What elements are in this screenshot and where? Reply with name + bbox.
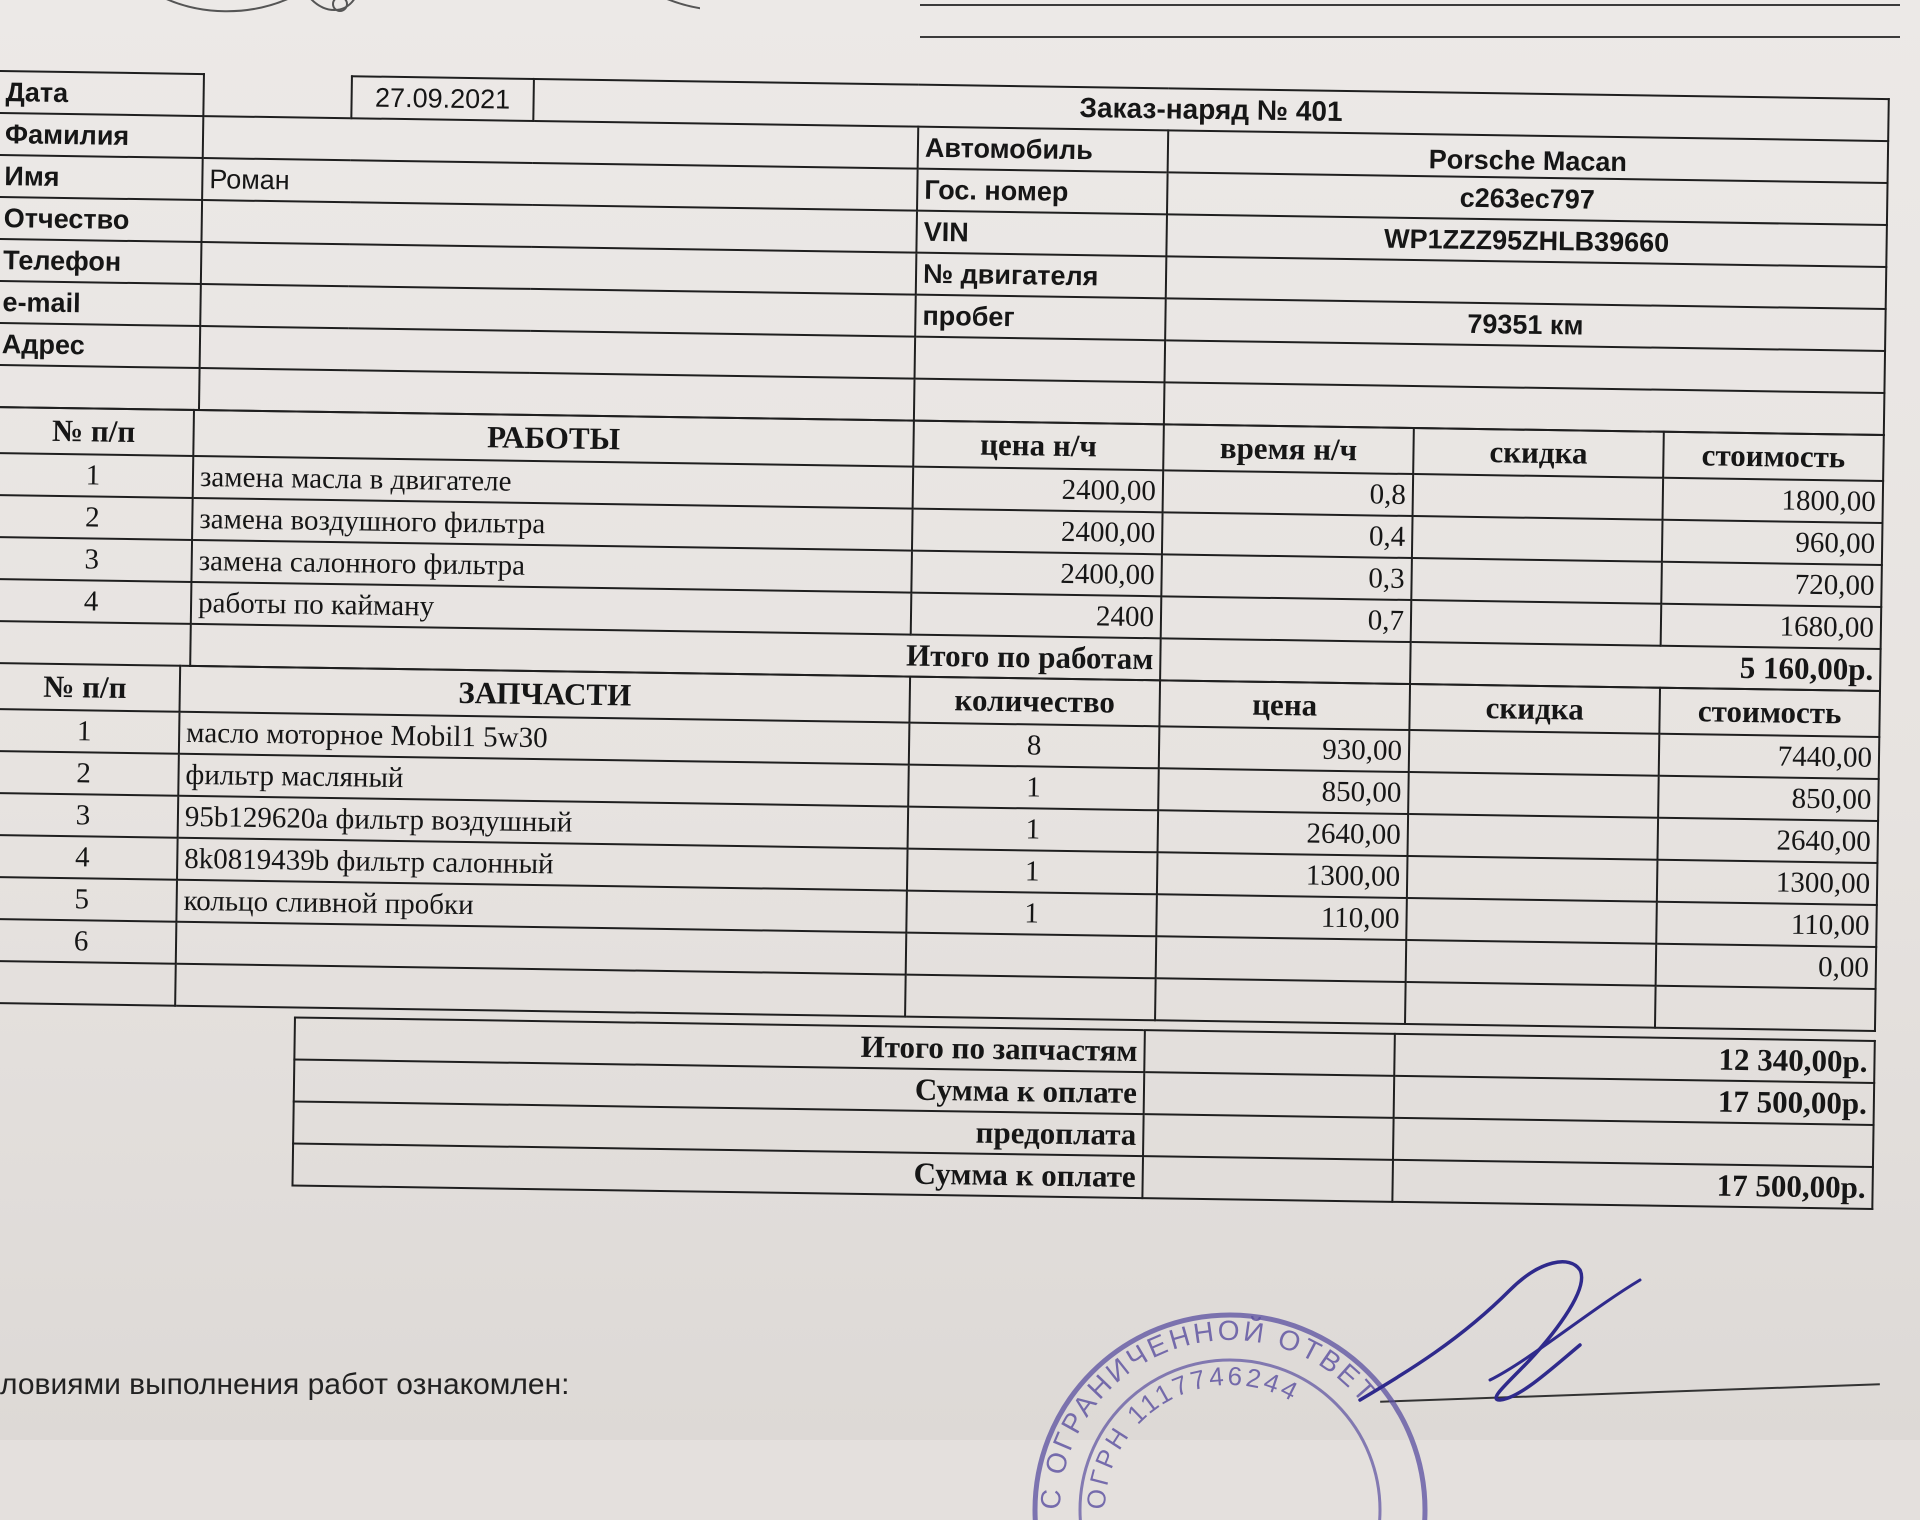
part-qty: 1	[906, 891, 1157, 937]
work-cost: 1800,00	[1663, 478, 1884, 523]
date-label: Дата	[0, 71, 204, 116]
agreement-text: ловиями выполнения работ ознакомлен:	[0, 1368, 570, 1401]
work-rate: 2400,00	[911, 551, 1162, 597]
row-number: 1	[0, 709, 179, 754]
sum-value: 17 500,00р.	[1394, 1076, 1875, 1125]
decorative-ornament-icon	[140, 0, 700, 20]
parts-num-header: № п/п	[0, 663, 180, 712]
work-time: 0,7	[1161, 596, 1412, 642]
work-name: замена салонного фильтра	[191, 540, 912, 593]
part-discount	[1408, 772, 1659, 818]
part-qty: 1	[908, 807, 1159, 853]
work-order-form	[0, 70, 1888, 1210]
part-qty: 8	[909, 723, 1160, 769]
work-time: 0,3	[1161, 554, 1412, 600]
part-price: 2640,00	[1158, 810, 1409, 856]
parts-price-header: цена	[1159, 680, 1410, 730]
mileage-label: пробег	[915, 295, 1166, 341]
part-cost: 110,00	[1656, 902, 1877, 947]
plate-value: c263ec797	[1167, 172, 1888, 225]
surname-label: Фамилия	[0, 113, 203, 158]
work-discount	[1411, 600, 1662, 646]
work-rate: 2400,00	[913, 467, 1164, 513]
work-time: 0,4	[1162, 512, 1413, 558]
work-discount	[1411, 558, 1662, 604]
row-number: 5	[0, 877, 177, 922]
work-name: замена воздушного фильтра	[192, 498, 913, 551]
row-number: 3	[0, 793, 178, 838]
work-discount	[1412, 516, 1663, 562]
part-discount	[1407, 814, 1658, 860]
car-label: Автомобиль	[918, 127, 1169, 173]
work-rate: 2400	[911, 593, 1162, 639]
part-price	[1156, 936, 1407, 982]
email-label: e-mail	[0, 281, 201, 326]
work-time: 0,8	[1163, 470, 1414, 516]
part-name: кольцо сливной пробки	[176, 880, 907, 933]
part-discount	[1406, 940, 1657, 986]
works-num-header: № п/п	[0, 407, 194, 456]
date-value: 27.09.2021	[351, 76, 534, 121]
vin-label: VIN	[916, 211, 1167, 257]
part-cost: 0,00	[1656, 944, 1877, 989]
part-price: 1300,00	[1157, 852, 1408, 898]
part-qty: 1	[907, 849, 1158, 895]
parts-total-label: Итого по запчастям	[294, 1018, 1145, 1073]
header-line-2	[920, 36, 1900, 38]
row-number: 2	[0, 751, 179, 796]
works-total-value: 5 160,00р.	[1410, 642, 1881, 691]
part-price: 930,00	[1159, 726, 1410, 772]
row-number: 4	[0, 579, 191, 624]
final-sum-label: Сумма к оплате	[292, 1143, 1143, 1198]
part-discount	[1406, 898, 1657, 944]
row-number: 1	[0, 453, 193, 498]
parts-table	[0, 662, 1881, 1032]
vin-value: WP1ZZZ95ZHLB39660	[1166, 214, 1887, 267]
sum-label: Сумма к оплате	[294, 1060, 1145, 1115]
part-name: фильтр масляный	[178, 754, 909, 807]
prepay-value	[1393, 1118, 1874, 1167]
parts-cost-header: стоимость	[1659, 688, 1880, 737]
part-name: масло моторное Mobil1 5w30	[179, 712, 910, 765]
parts-qty-header: количество	[909, 677, 1160, 727]
works-total-label: Итого по работам	[190, 624, 1161, 680]
prepay-label: предоплата	[293, 1102, 1144, 1157]
works-name-header: РАБОТЫ	[193, 410, 914, 467]
part-price: 850,00	[1158, 768, 1409, 814]
totals-table	[291, 1016, 1875, 1209]
work-cost: 1680,00	[1661, 604, 1882, 649]
work-rate: 2400,00	[912, 509, 1163, 555]
plate-label: Гос. номер	[917, 169, 1168, 215]
part-cost: 850,00	[1658, 776, 1879, 821]
parts-discount-header: скидка	[1409, 684, 1660, 734]
row-number: 6	[0, 919, 176, 964]
part-cost: 2640,00	[1657, 818, 1878, 863]
engine-label: № двигателя	[916, 253, 1167, 299]
part-discount	[1409, 730, 1660, 776]
stamp-ogrn: ОГРН 1117746244	[1080, 1360, 1306, 1511]
part-cost: 1300,00	[1657, 860, 1878, 905]
stamp-text: С ОГРАНИЧЕННОЙ ОТВЕТ	[1034, 1315, 1384, 1511]
works-discount-header: скидка	[1413, 428, 1664, 478]
row-number: 2	[0, 495, 193, 540]
car-value: Porsche Macan	[1168, 130, 1889, 183]
client-vehicle-table	[0, 70, 1890, 436]
work-cost: 960,00	[1662, 520, 1883, 565]
mileage-value: 79351 км	[1165, 298, 1886, 351]
name-label: Имя	[0, 155, 203, 200]
parts-name-header: ЗАПЧАСТИ	[179, 666, 910, 723]
work-name: замена масла в двигателе	[193, 456, 914, 509]
works-cost-header: стоимость	[1663, 432, 1884, 481]
patronymic-label: Отчество	[0, 197, 202, 242]
order-title: Заказ-наряд № 401	[533, 79, 1889, 141]
works-table	[0, 406, 1885, 692]
part-name: 95b129620a фильтр воздушный	[178, 796, 909, 849]
works-time-header: время н/ч	[1163, 424, 1414, 474]
work-discount	[1413, 474, 1664, 520]
part-cost: 7440,00	[1659, 734, 1880, 779]
part-name: 8k0819439b фильтр салонный	[177, 838, 908, 891]
work-cost: 720,00	[1661, 562, 1882, 607]
works-rate-header: цена н/ч	[913, 421, 1164, 471]
row-number: 4	[0, 835, 178, 880]
parts-total-value: 12 340,00р.	[1394, 1034, 1875, 1083]
part-price: 110,00	[1156, 894, 1407, 940]
name-value: Роман	[202, 158, 918, 211]
phone-label: Телефон	[0, 239, 201, 284]
part-qty	[906, 933, 1157, 979]
final-sum-value: 17 500,00р.	[1392, 1160, 1873, 1209]
row-number: 3	[0, 537, 192, 582]
part-qty: 1	[908, 765, 1159, 811]
address-label: Адрес	[0, 323, 200, 368]
signature-icon	[1350, 1250, 1670, 1410]
header-line-1	[920, 4, 1900, 6]
part-discount	[1407, 856, 1658, 902]
work-name: работы по кайману	[191, 582, 912, 635]
